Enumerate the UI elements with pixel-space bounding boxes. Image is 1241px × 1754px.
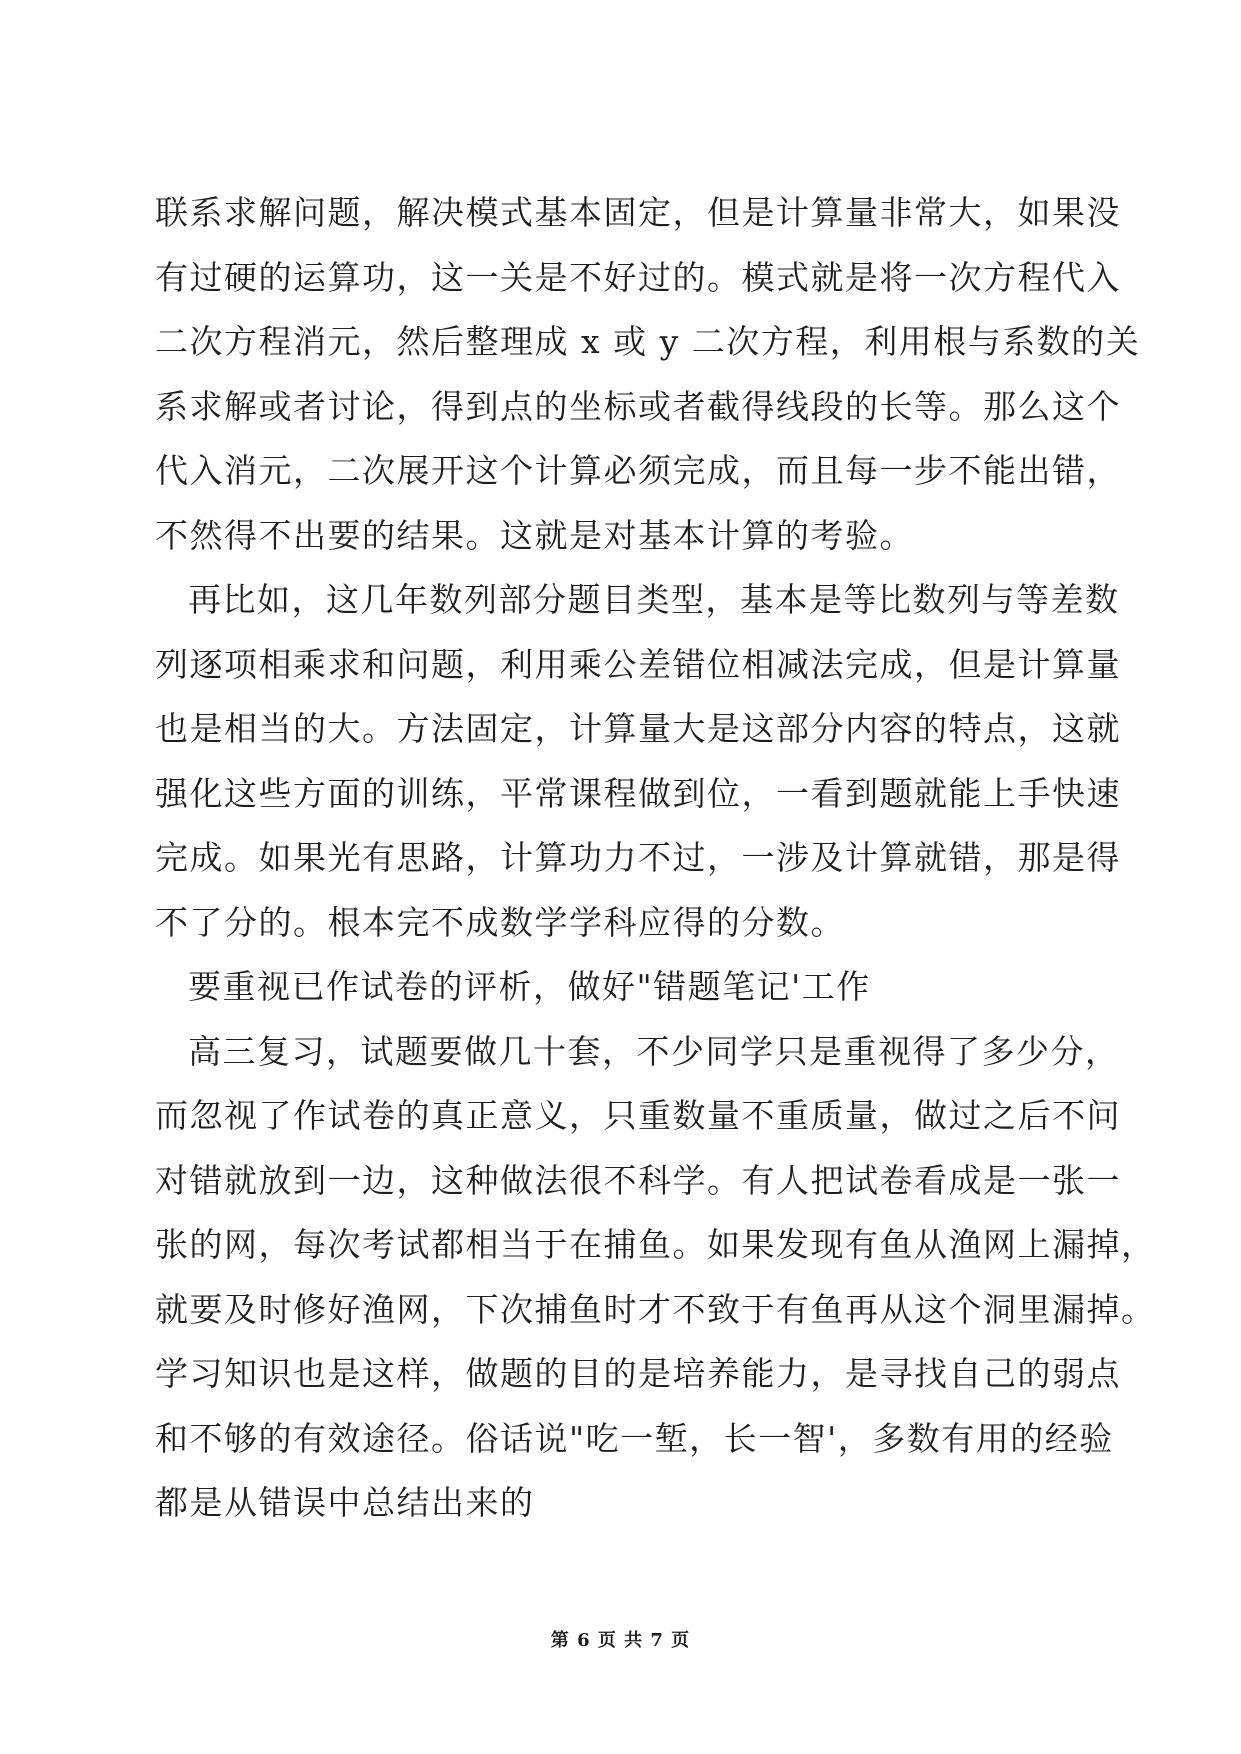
text-line: 不了分的。根本完不成数学学科应得的分数。 [155, 902, 845, 942]
text-line: 张的网，每次考试都相当于在捕鱼。如果发现有鱼从渔网上漏掉， [155, 1225, 1156, 1264]
text-line: 强化这些方面的训练，平常课程做到位，一看到题就能上手快速 [155, 773, 1121, 813]
paragraph-first-line: 再比如，这几年数列部分题目类型，基本是等比数列与等差数 [188, 580, 1120, 619]
text-line: 也是相当的大。方法固定，计算量大是这部分内容的特点，这就 [155, 709, 1121, 748]
section-heading: 要重视已作试卷的评析，做好"错题笔记'工作 [188, 967, 871, 1006]
text-line: 有过硬的运算功，这一关是不好过的。模式就是将一次方程代入 [155, 257, 1121, 297]
text-line: 而忽视了作试卷的真正意义，只重数量不重质量，做过之后不问 [155, 1096, 1121, 1135]
document-body [155, 187, 1156, 1542]
text-line: 代入消元，二次展开这个计算必须完成，而且每一步不能出错， [155, 451, 1121, 490]
text-line: 对错就放到一边，这种做法很不科学。有人把试卷看成是一张一 [155, 1160, 1121, 1200]
text-line: 学习知识也是这样，做题的目的是培养能力，是寻找自己的弱点 [155, 1354, 1121, 1393]
text-line: 系求解或者讨论，得到点的坐标或者截得线段的长等。那么这个 [155, 386, 1121, 426]
text-line: 联系求解问题，解决模式基本固定，但是计算量非常大，如果没 [155, 193, 1121, 232]
paragraph-first-line: 高三复习，试题要做几十套，不少同学只是重视得了多少分， [188, 1031, 1120, 1071]
text-line: 列逐项相乘求和问题，利用乘公差错位相减法完成，但是计算量 [155, 644, 1121, 684]
text-line: 二次方程消元，然后整理成 x 或 y 二次方程，利用根与系数的关 [155, 322, 1141, 361]
text-line: 和不够的有效途径。俗话说"吃一堑，长一智'，多数有用的经验 [155, 1418, 1114, 1458]
text-line: 完成。如果光有思路，计算功力不过，一涉及计算就错，那是得 [155, 838, 1121, 877]
text-line: 就要及时修好渔网，下次捕鱼时才不致于有鱼再从这个洞里漏掉。 [155, 1289, 1156, 1329]
text-line: 不然得不出要的结果。这就是对基本计算的考验。 [155, 515, 914, 555]
text-line: 都是从错误中总结出来的 [155, 1483, 535, 1522]
page-footer: 第 6 页 共 7 页 [550, 1630, 691, 1651]
